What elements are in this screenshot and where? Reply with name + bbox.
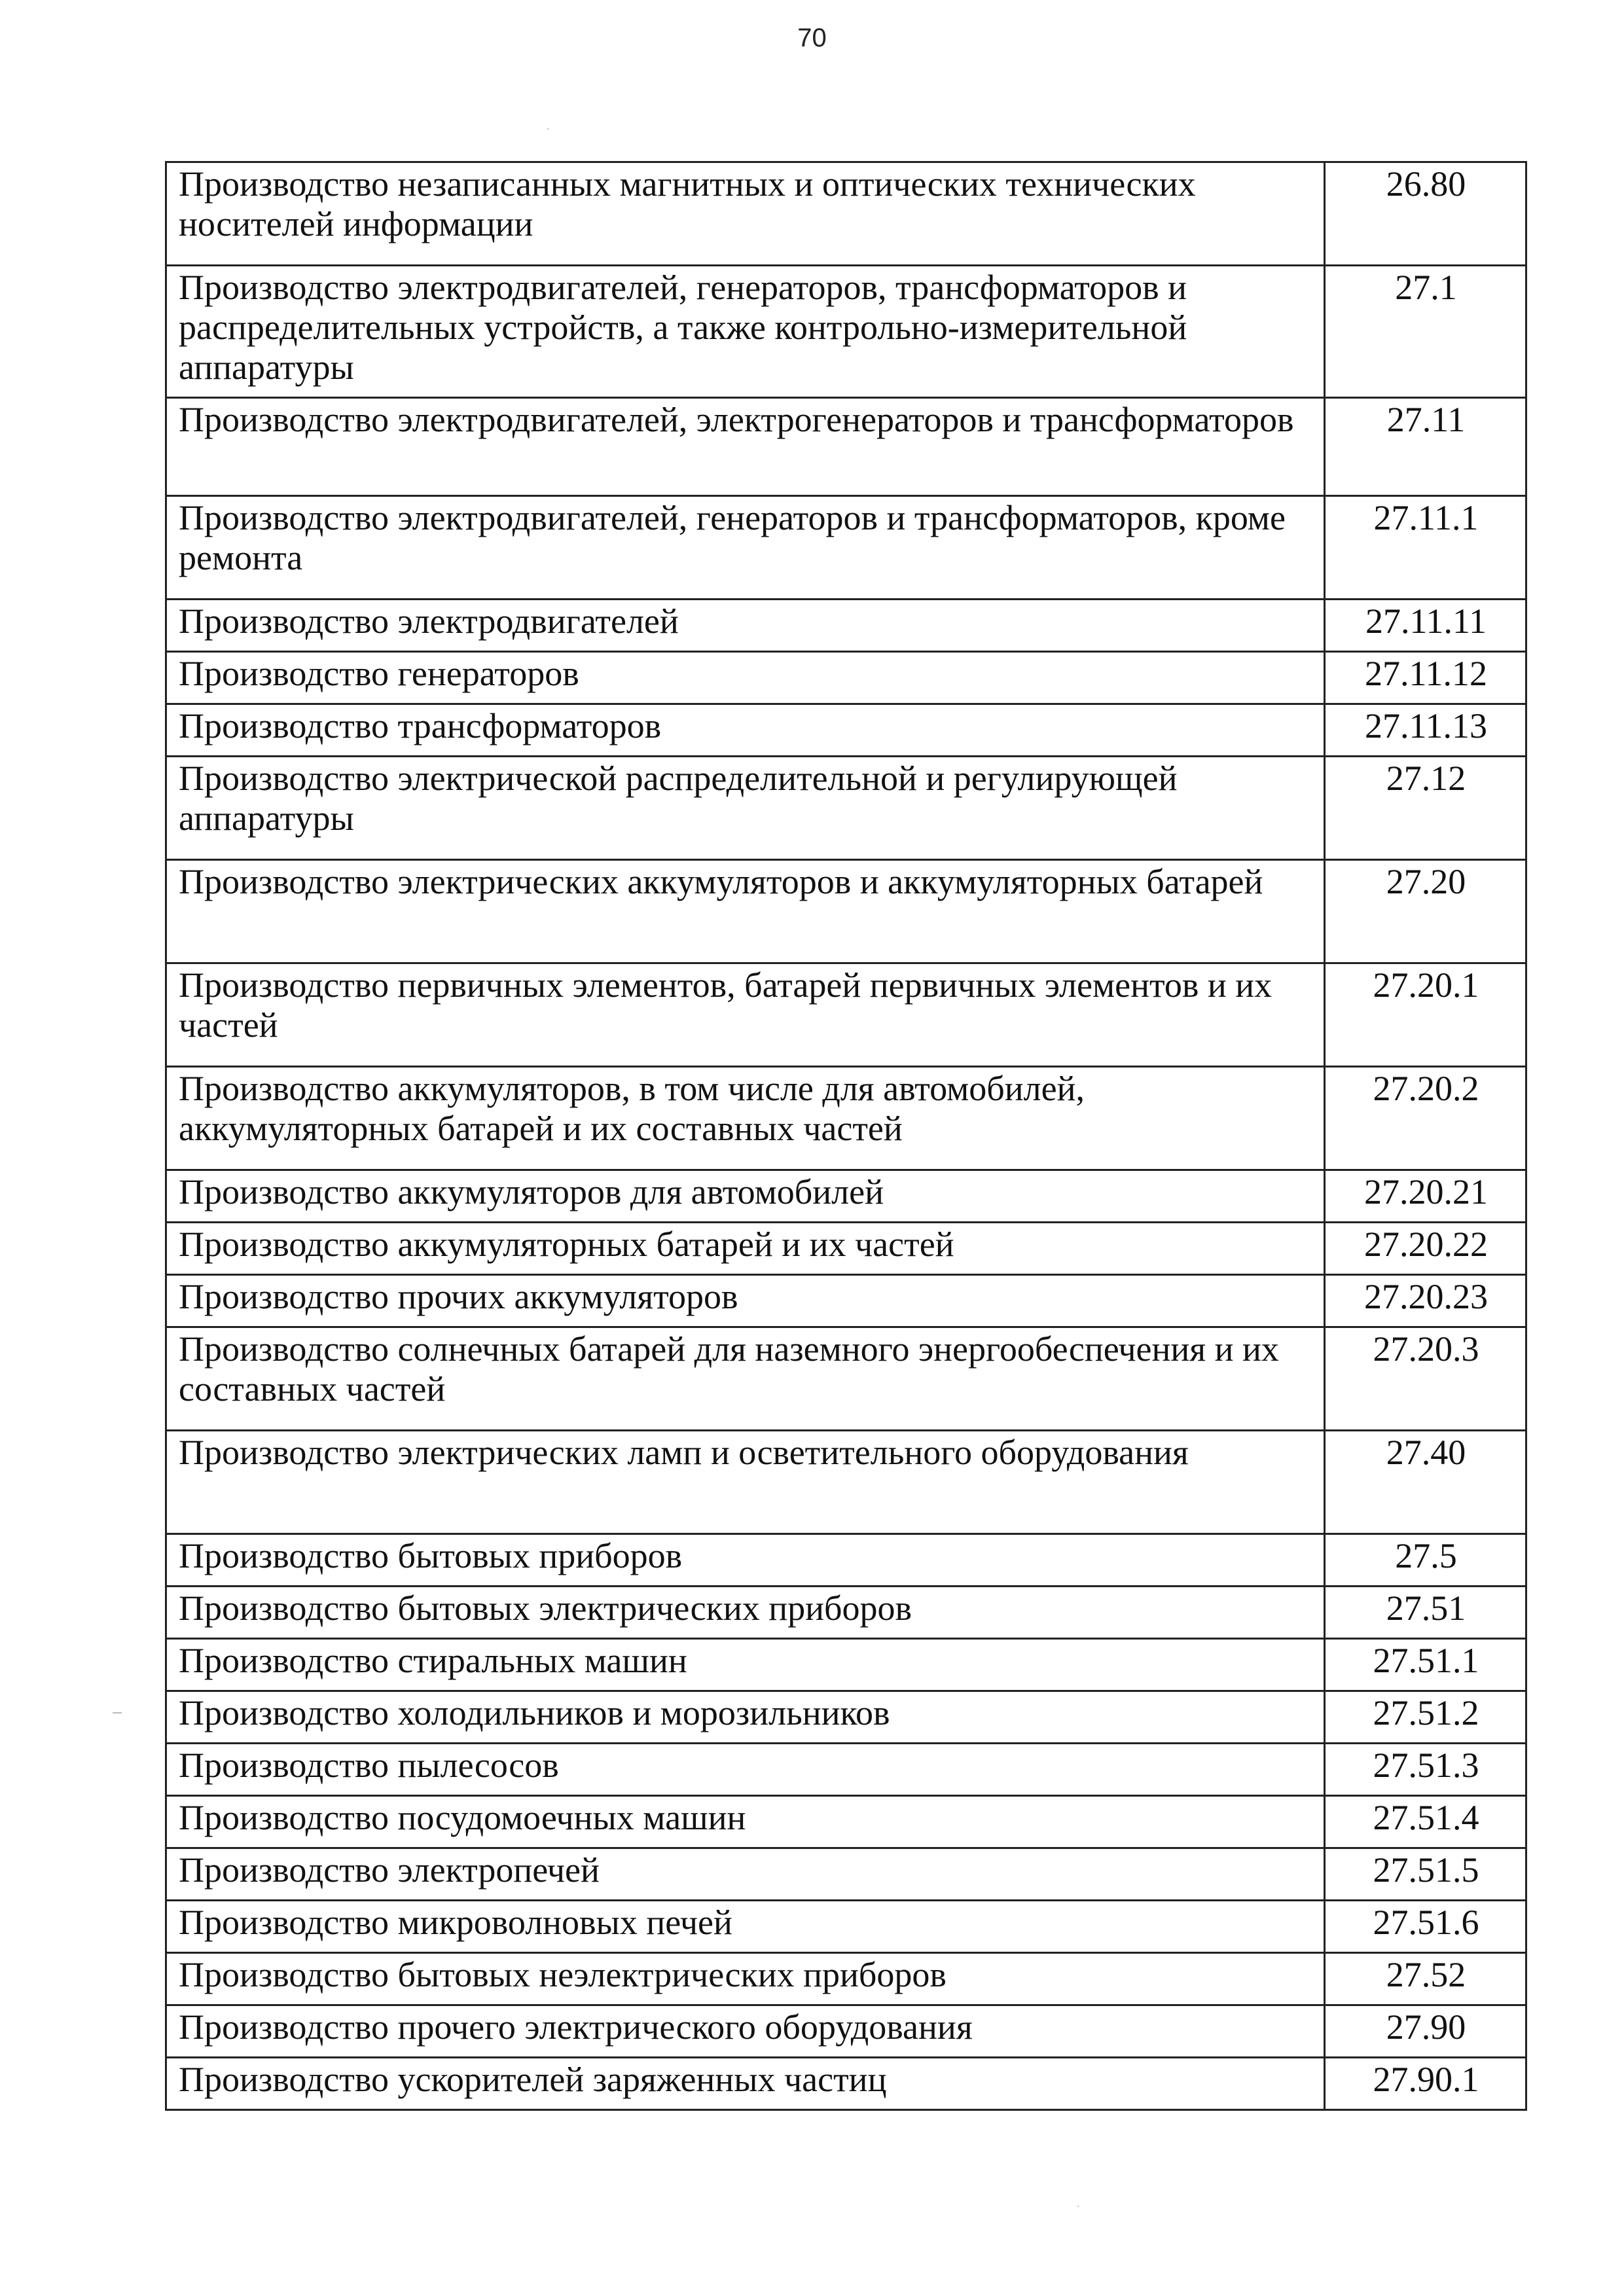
table-row (166, 600, 1526, 652)
table-row (166, 1431, 1526, 1534)
okved-code-cell: 27.11.12 (1325, 652, 1526, 704)
okved-code-cell: 27.90 (1325, 2005, 1526, 2058)
activity-name-cell: Производство электродвигателей, генераторов и трансформаторов, кроме ремонта (166, 496, 1325, 600)
activity-name-cell: Производство бытовых электрических приборов (166, 1587, 1325, 1639)
activity-name-cell: Производство электрической распределительной и регулирующей аппаратуры (166, 757, 1325, 860)
table-row (166, 1901, 1526, 1953)
okved-code-cell: 27.12 (1325, 757, 1526, 860)
table-row (166, 860, 1526, 963)
table-row (166, 2005, 1526, 2058)
okved-code-cell: 27.51.4 (1325, 1796, 1526, 1848)
activity-name-cell: Производство посудомоечных машин (166, 1796, 1325, 1848)
table-row (166, 963, 1526, 1067)
activity-name-cell: Производство солнечных батарей для наземного энергообеспечения и их составных частей (166, 1327, 1325, 1431)
okved-code-cell: 27.51.5 (1325, 1848, 1526, 1901)
table-row (166, 398, 1526, 496)
activity-name-cell: Производство трансформаторов (166, 704, 1325, 757)
table-row (166, 652, 1526, 704)
okved-code-cell: 27.51.1 (1325, 1639, 1526, 1691)
table-row (166, 1327, 1526, 1431)
activity-name-cell: Производство электрических ламп и осветительного оборудования (166, 1431, 1325, 1534)
activity-name-cell: Производство электродвигателей, электрогенераторов и трансформаторов (166, 398, 1325, 496)
activity-name-cell: Производство незаписанных магнитных и оптических технических носителей информации (166, 162, 1325, 266)
okved-code-cell: 27.20.1 (1325, 963, 1526, 1067)
table-row (166, 2058, 1526, 2110)
activity-name-cell: Производство электродвигателей (166, 600, 1325, 652)
table-row (166, 757, 1526, 860)
activity-name-cell: Производство холодильников и морозильников (166, 1691, 1325, 1744)
activity-name-cell: Производство ускорителей заряженных частиц (166, 2058, 1325, 2110)
table-row (166, 1275, 1526, 1327)
okved-code-cell: 27.51.6 (1325, 1901, 1526, 1953)
table-row (166, 1691, 1526, 1744)
okved-code-cell: 27.5 (1325, 1534, 1526, 1587)
activity-name-cell: Производство прочего электрического оборудования (166, 2005, 1325, 2058)
okved-code-cell: 27.11.11 (1325, 600, 1526, 652)
okved-table (165, 161, 1527, 2111)
table-row (166, 1744, 1526, 1796)
okved-code-cell: 27.20.21 (1325, 1170, 1526, 1223)
table-row (166, 1587, 1526, 1639)
activity-name-cell: Производство пылесосов (166, 1744, 1325, 1796)
table-row (166, 266, 1526, 398)
activity-name-cell: Производство генераторов (166, 652, 1325, 704)
activity-name-cell: Производство прочих аккумуляторов (166, 1275, 1325, 1327)
activity-name-cell: Производство аккумуляторов для автомобилей (166, 1170, 1325, 1223)
table-row (166, 1223, 1526, 1275)
table-row (166, 1534, 1526, 1587)
table-row (166, 1067, 1526, 1170)
table-row (166, 1796, 1526, 1848)
okved-code-cell: 27.20 (1325, 860, 1526, 963)
okved-code-cell: 27.11.1 (1325, 496, 1526, 600)
table-row (166, 162, 1526, 266)
okved-code-cell: 26.80 (1325, 162, 1526, 266)
activity-name-cell: Производство микроволновых печей (166, 1901, 1325, 1953)
okved-code-cell: 27.20.2 (1325, 1067, 1526, 1170)
okved-code-cell: 27.52 (1325, 1953, 1526, 2005)
scan-mark (1077, 2206, 1079, 2207)
okved-code-cell: 27.20.23 (1325, 1275, 1526, 1327)
table-row (166, 1953, 1526, 2005)
table-row (166, 704, 1526, 757)
okved-table-body (166, 162, 1526, 2110)
okved-code-cell: 27.11.13 (1325, 704, 1526, 757)
okved-code-cell: 27.90.1 (1325, 2058, 1526, 2110)
activity-name-cell: Производство электропечей (166, 1848, 1325, 1901)
activity-name-cell: Производство стиральных машин (166, 1639, 1325, 1691)
okved-code-cell: 27.51 (1325, 1587, 1526, 1639)
okved-code-cell: 27.11 (1325, 398, 1526, 496)
activity-name-cell: Производство электродвигателей, генераторов, трансформаторов и распределительных устройств, а также контрольно-измерительной аппаратуры (166, 266, 1325, 398)
okved-code-cell: 27.20.3 (1325, 1327, 1526, 1431)
okved-code-cell: 27.51.2 (1325, 1691, 1526, 1744)
okved-code-cell: 27.40 (1325, 1431, 1526, 1534)
scan-mark (113, 1712, 122, 1713)
scan-mark (547, 128, 549, 130)
page-number: 70 (797, 24, 827, 52)
okved-code-cell: 27.1 (1325, 266, 1526, 398)
table-row (166, 1170, 1526, 1223)
okved-code-cell: 27.20.22 (1325, 1223, 1526, 1275)
activity-name-cell: Производство первичных элементов, батарей первичных элементов и их частей (166, 963, 1325, 1067)
table-row (166, 1639, 1526, 1691)
table-row (166, 1848, 1526, 1901)
table-row (166, 496, 1526, 600)
activity-name-cell: Производство электрических аккумуляторов и аккумуляторных батарей (166, 860, 1325, 963)
activity-name-cell: Производство аккумуляторов, в том числе для автомобилей, аккумуляторных батарей и их составных частей (166, 1067, 1325, 1170)
activity-name-cell: Производство бытовых неэлектрических приборов (166, 1953, 1325, 2005)
okved-code-cell: 27.51.3 (1325, 1744, 1526, 1796)
activity-name-cell: Производство аккумуляторных батарей и их частей (166, 1223, 1325, 1275)
activity-name-cell: Производство бытовых приборов (166, 1534, 1325, 1587)
